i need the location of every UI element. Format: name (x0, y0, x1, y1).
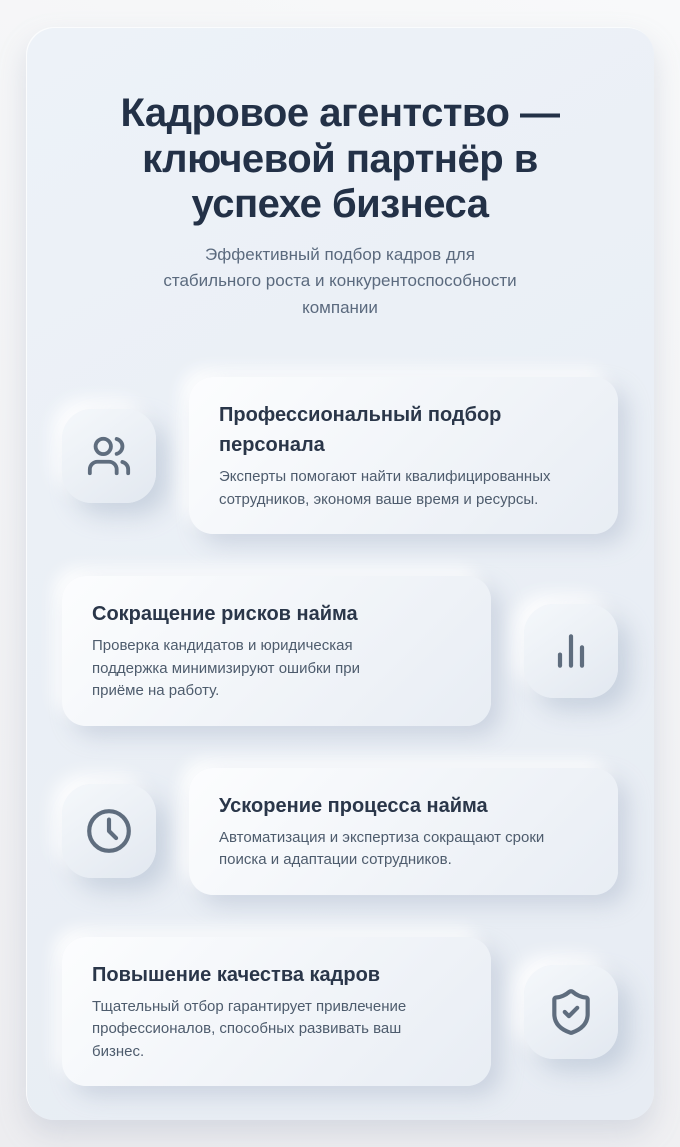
feature-description: Автоматизация и экспертиза сокращают сроки поиска и адаптации сотрудников. (219, 828, 545, 869)
feature-title: Сокращение рисков найма (92, 603, 358, 626)
feature-title: Профессиональный подбор персонала (219, 404, 502, 457)
users-icon-tile (62, 409, 156, 503)
page-title-line: Кадровое агентство — (120, 91, 560, 135)
feature-description: Проверка кандидатов и юридическая поддержка минимизируют ошибки при приёме на работу. (92, 637, 360, 700)
page-title-line: ключевой партнёр в (142, 136, 538, 181)
feature-title: Повышение качества кадров (92, 963, 381, 986)
feature-title: Ускорение процесса найма (219, 794, 488, 817)
shield-check-icon-tile (524, 965, 618, 1059)
feature-row-speed (62, 768, 618, 895)
bar-chart-icon (549, 629, 593, 673)
shield-check-icon (546, 987, 596, 1037)
feature-card-risk-reduction (62, 576, 491, 726)
page-subtitle-line: Эффективный подбор кадров для (205, 244, 475, 264)
feature-card-recruitment (189, 377, 618, 534)
feature-card-quality (62, 937, 491, 1087)
page-title-line: успехе бизнеса (191, 182, 489, 227)
feature-description: Эксперты помогают найти квалифицированных сотрудников, экономя ваше время и ресурсы. (219, 468, 551, 508)
users-icon (86, 433, 132, 479)
features-list (62, 377, 618, 1086)
bar-chart-icon-tile (524, 604, 618, 698)
feature-row-risk-reduction (62, 576, 618, 726)
main-panel (26, 27, 654, 1120)
page-title (62, 91, 618, 228)
clock-icon-tile (62, 784, 156, 878)
feature-row-recruitment (62, 377, 618, 534)
feature-description: Тщательный отбор гарантирует привлечение профессионалов, способных развивать ваш бизнес. (92, 997, 407, 1060)
feature-row-quality (62, 937, 618, 1087)
page-subtitle (62, 242, 618, 322)
feature-card-speed (189, 768, 618, 895)
page-subtitle-line: стабильного роста и конкурентоспособности (163, 271, 517, 291)
clock-icon (84, 806, 134, 856)
page-subtitle-line: компании (302, 297, 378, 317)
